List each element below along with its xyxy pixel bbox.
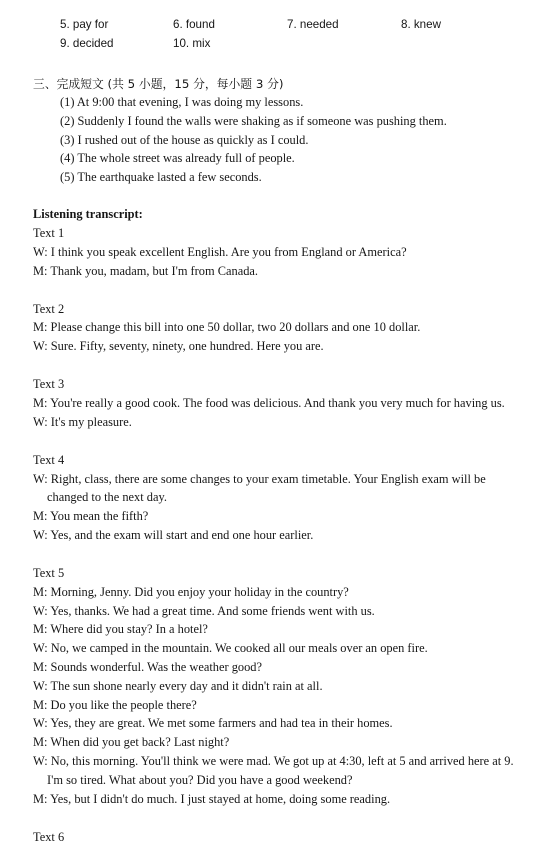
- dialogue-line: M: Where did you stay? In a hotel?: [33, 622, 208, 636]
- dialogue-line: M: You mean the fifth?: [33, 509, 149, 523]
- dialogue-line: W: Right, class, there are some changes to your exam timetable. Your English exam will be: [33, 472, 486, 486]
- text-3-label: Text 3: [33, 377, 65, 391]
- answer-item: 9. decided: [60, 37, 114, 50]
- dialogue-line: M: When did you get back? Last night?: [33, 735, 230, 749]
- answer-item: 6. found: [173, 18, 215, 31]
- text-4-label: Text 4: [33, 453, 65, 467]
- dialogue-line: M: Yes, but I didn't do much. I just stayed at home, doing some reading.: [33, 792, 391, 806]
- answer-row-2: [0, 37, 554, 53]
- dialogue-line: W: It's my pleasure.: [33, 415, 132, 429]
- section-3-item: (1) At 9:00 that evening, I was doing my lessons.: [60, 95, 304, 109]
- dialogue-line: W: The sun shone nearly every day and it didn't rain at all.: [33, 679, 323, 693]
- dialogue-line: M: Sounds wonderful. Was the weather good?: [33, 660, 262, 674]
- dialogue-line: M: You're really a good cook. The food was delicious. And thank you very much for having us.: [33, 396, 505, 410]
- text-6-label: Text 6: [33, 830, 65, 844]
- dialogue-line: M: Please change this bill into one 50 dollar, two 20 dollars and one 10 dollar.: [33, 320, 421, 334]
- dialogue-line: W: No, this morning. You'll think we were mad. We got up at 4:30, left at 5 and arrived here at 9.: [33, 754, 514, 768]
- text-5-label: Text 5: [33, 566, 65, 580]
- dialogue-line: W: Yes, and the exam will start and end one hour earlier.: [33, 528, 314, 542]
- dialogue-line: W: Yes, thanks. We had a great time. And some friends went with us.: [33, 604, 375, 618]
- answer-item: 7. needed: [287, 18, 339, 31]
- text-1-label: Text 1: [33, 226, 65, 240]
- section-3-item: (2) Suddenly I found the walls were shaking as if someone was pushing them.: [60, 114, 447, 128]
- dialogue-line: W: No, we camped in the mountain. We cooked all our meals over an open fire.: [33, 641, 428, 655]
- text-2-label: Text 2: [33, 302, 65, 316]
- transcript-heading: Listening transcript:: [33, 207, 143, 221]
- section-3-item: (5) The earthquake lasted a few seconds.: [60, 170, 262, 184]
- answer-item: 10. mix: [173, 37, 211, 50]
- dialogue-line: W: Yes, they are great. We met some farmers and had tea in their homes.: [33, 716, 393, 730]
- section-3-title: 三、完成短文 (共 5 小题，15 分，每小题 3 分): [33, 77, 284, 91]
- answer-item: 5. pay for: [60, 18, 109, 31]
- answer-item: 8. knew: [401, 18, 441, 31]
- dialogue-line: M: Morning, Jenny. Did you enjoy your holiday in the country?: [33, 585, 349, 599]
- dialogue-line-continued: I'm so tired. What about you? Did you have a good weekend?: [47, 773, 353, 787]
- dialogue-line: W: Sure. Fifty, seventy, ninety, one hundred. Here you are.: [33, 339, 324, 353]
- dialogue-line: W: I think you speak excellent English. Are you from England or America?: [33, 245, 407, 259]
- dialogue-line: M: Thank you, madam, but I'm from Canada.: [33, 264, 258, 278]
- section-3-item: (3) I rushed out of the house as quickly as I could.: [60, 133, 309, 147]
- dialogue-line-continued: changed to the next day.: [47, 490, 167, 504]
- dialogue-line: M: Do you like the people there?: [33, 698, 197, 712]
- section-3-item: (4) The whole street was already full of people.: [60, 151, 295, 165]
- answer-row-1: [0, 18, 554, 34]
